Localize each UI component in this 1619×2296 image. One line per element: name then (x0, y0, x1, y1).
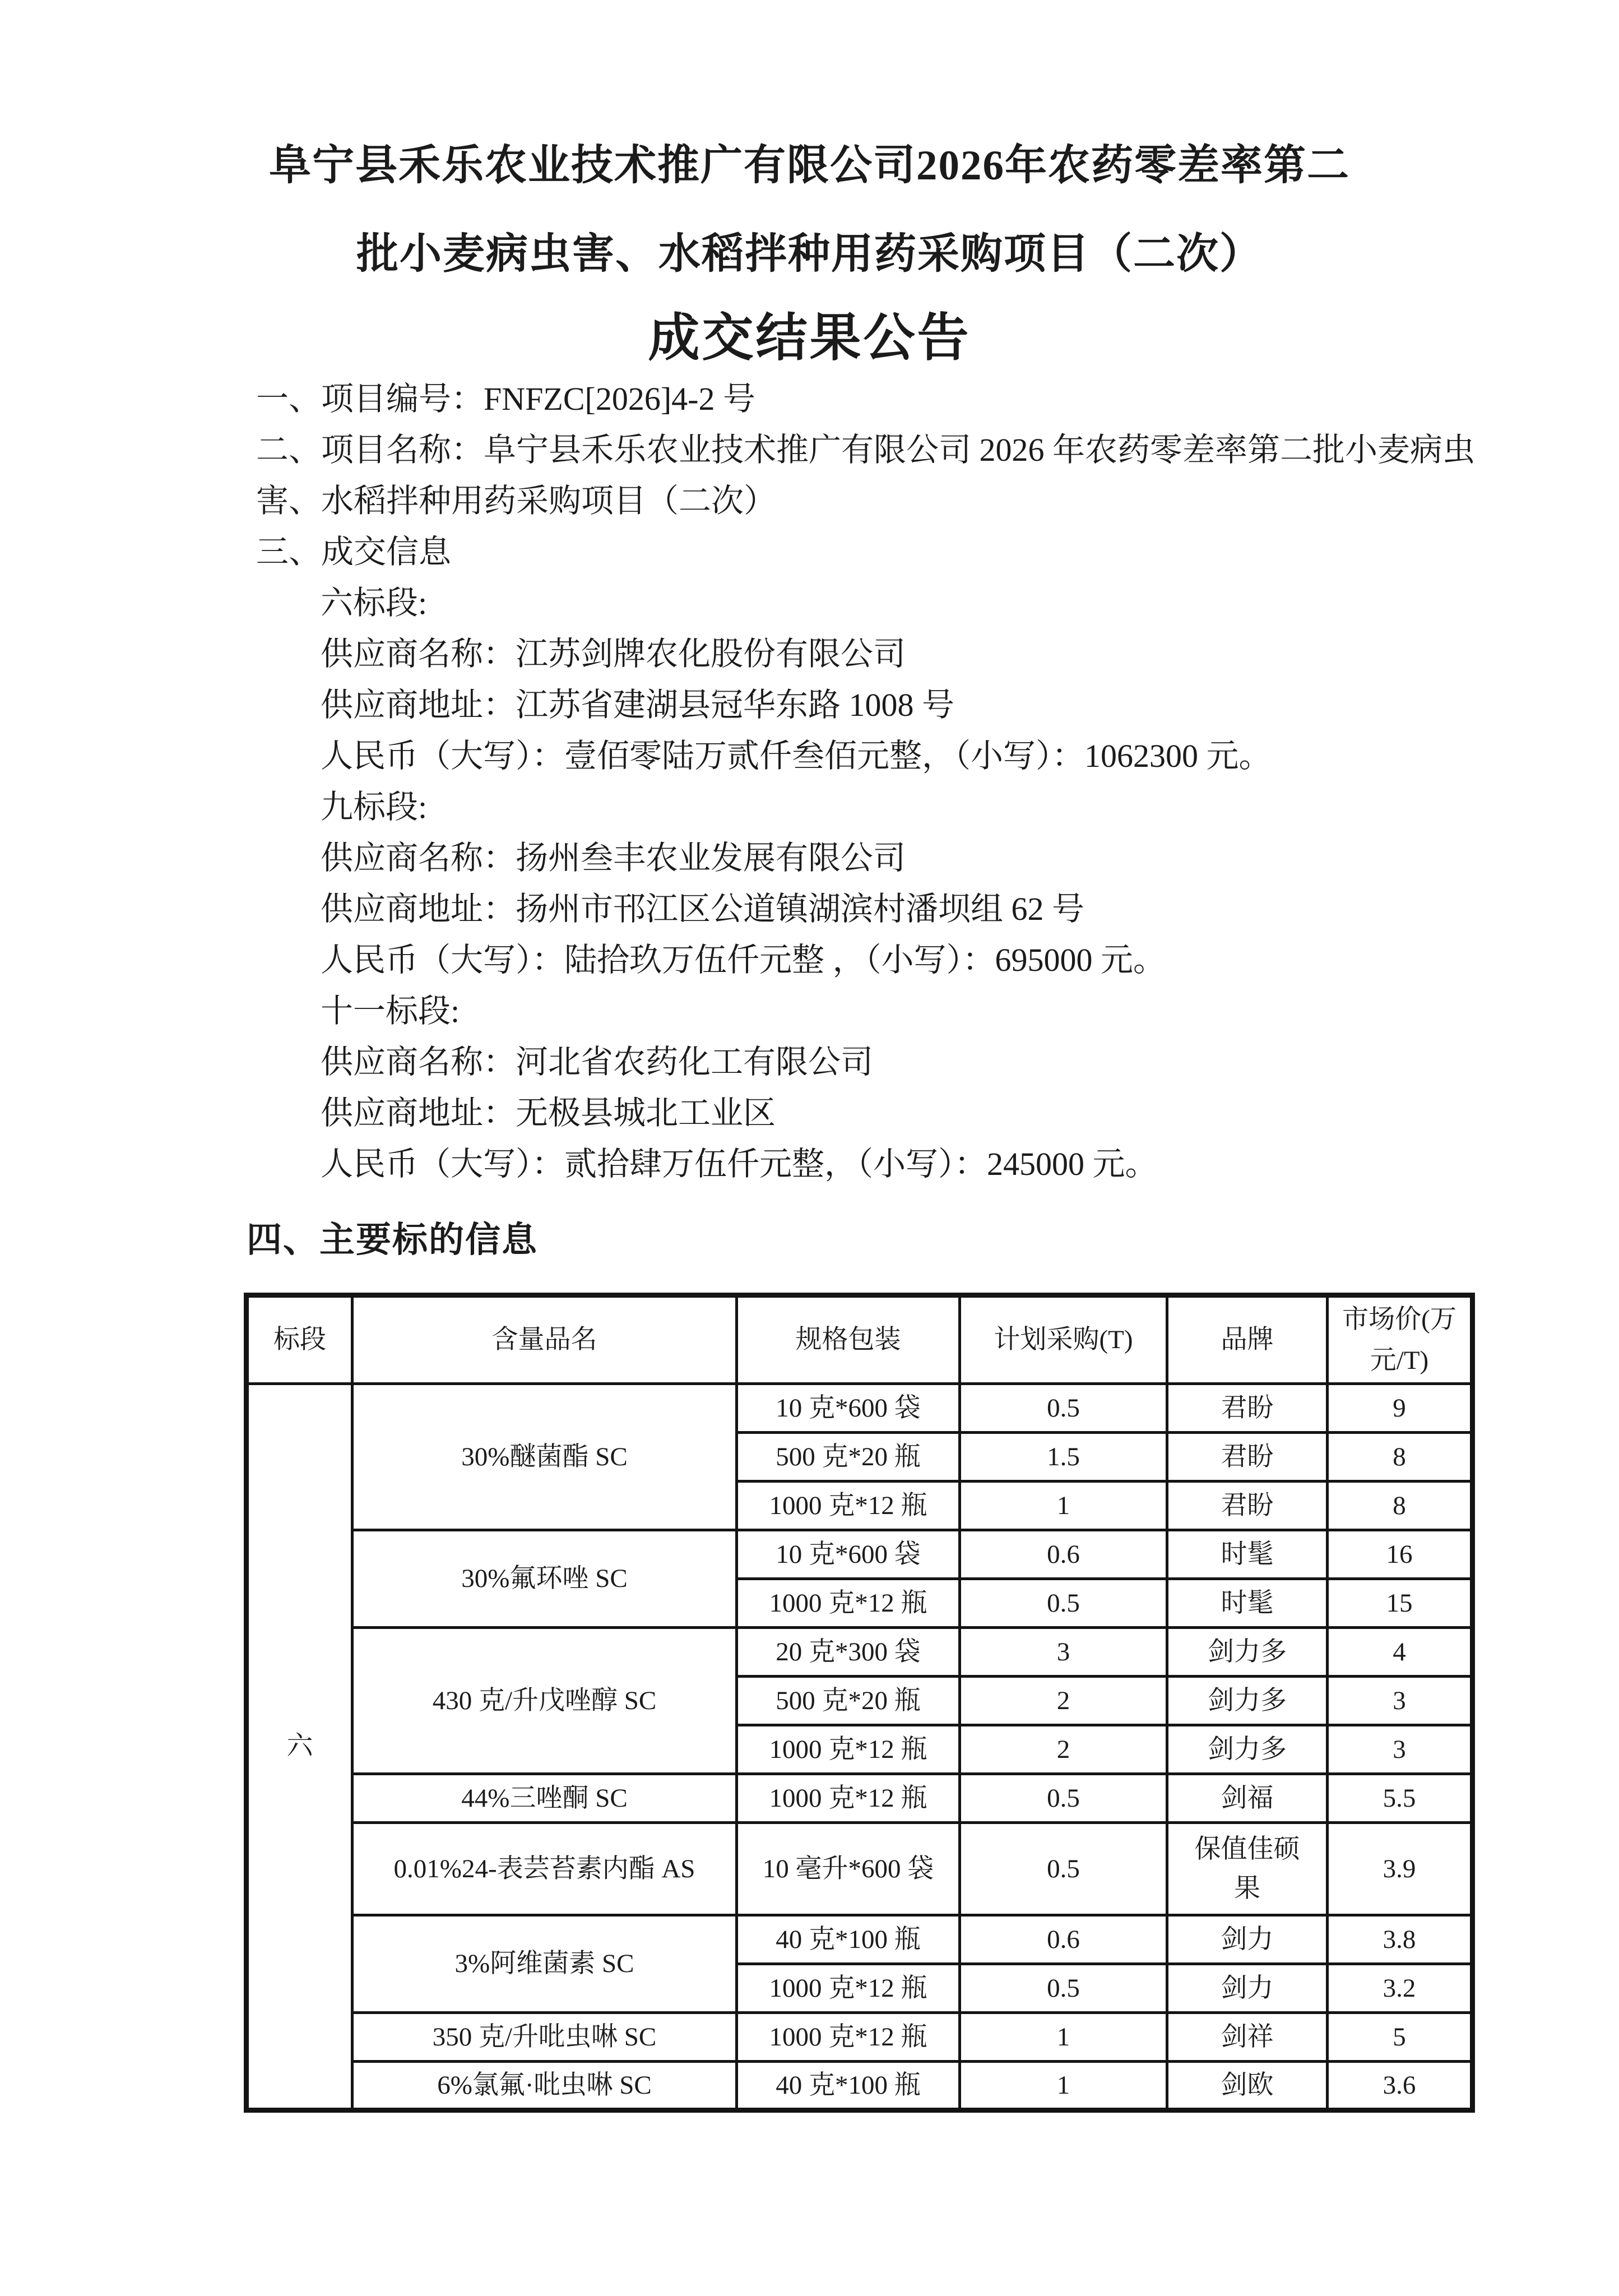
qty-cell: 1 (960, 1482, 1167, 1530)
qty-cell: 1 (960, 2062, 1167, 2110)
doc-title-line1: 阜宁县禾乐农业技术推广有限公司2026年农药零差率第二 (268, 142, 1350, 189)
line-segment11-supplier-name: 供应商名称：河北省农药化工有限公司 (321, 1044, 874, 1080)
spec-cell: 500 克*20 瓶 (737, 1677, 960, 1725)
brand-cell: 时髦 (1167, 1579, 1328, 1628)
header-market-price-text: 市场价(万元/T) (1342, 1304, 1456, 1375)
line-project-name-2: 害、水稻拌种用药采购项目（二次） (256, 483, 777, 519)
spec-cell: 20 克*300 袋 (737, 1628, 960, 1677)
qty-cell: 0.5 (960, 1774, 1167, 1823)
product-name-cell: 6%氯氟·吡虫啉 SC (352, 2062, 737, 2110)
line-segment9-label: 九标段: (321, 789, 428, 825)
table-row (247, 2013, 1473, 2062)
brand-cell: 剑力 (1167, 1964, 1328, 2013)
line-segment6-amount: 人民币（大写）：壹佰零陆万贰仟叁佰元整，（小写）：1062300 元。 (321, 738, 1272, 774)
product-name-cell: 30%醚菌酯 SC (352, 1384, 737, 1530)
qty-cell: 0.6 (960, 1915, 1167, 1964)
price-cell: 3.2 (1328, 1964, 1473, 2013)
product-name-cell: 44%三唑酮 SC (352, 1774, 737, 1823)
spec-cell: 1000 克*12 瓶 (737, 1482, 960, 1530)
spec-cell: 10 克*600 袋 (737, 1384, 960, 1433)
product-name-cell: 430 克/升戊唑醇 SC (352, 1628, 737, 1774)
spec-cell: 1000 克*12 瓶 (737, 1725, 960, 1774)
brand-cell: 剑祥 (1167, 2013, 1328, 2062)
header-segment: 标段 (247, 1295, 352, 1384)
brand-cell: 剑福 (1167, 1774, 1328, 1823)
header-market-price (1328, 1295, 1473, 1384)
table-row (247, 1530, 1473, 1579)
spec-cell: 1000 克*12 瓶 (737, 1579, 960, 1628)
line-segment9-supplier-name: 供应商名称：扬州叁丰农业发展有限公司 (321, 840, 906, 876)
qty-cell: 2 (960, 1725, 1167, 1774)
main-bid-table (244, 1293, 1475, 2113)
qty-cell: 0.5 (960, 1579, 1167, 1628)
price-cell: 3.6 (1328, 2062, 1473, 2110)
doc-title-line2: 批小麦病虫害、水稻拌种用药采购项目（二次） (356, 231, 1263, 277)
line-project-number: 一、项目编号：FNFZC[2026]4-2 号 (256, 381, 755, 417)
price-cell: 5.5 (1328, 1774, 1473, 1823)
line-project-name-1: 二、项目名称：阜宁县禾乐农业技术推广有限公司 2026 年农药零差率第二批小麦病虫 (256, 432, 1476, 468)
price-cell: 3.9 (1328, 1823, 1473, 1915)
brand-cell: 剑力多 (1167, 1725, 1328, 1774)
price-cell: 16 (1328, 1530, 1473, 1579)
qty-cell: 2 (960, 1677, 1167, 1725)
spec-cell: 500 克*20 瓶 (737, 1433, 960, 1482)
line-segment11-label: 十一标段: (321, 993, 460, 1029)
table-row (247, 1823, 1473, 1915)
brand-cell: 君盼 (1167, 1433, 1328, 1482)
product-name-cell: 3%阿维菌素 SC (352, 1915, 737, 2013)
line-segment6-supplier-name: 供应商名称：江苏剑牌农化股份有限公司 (321, 636, 906, 672)
price-cell: 3 (1328, 1725, 1473, 1774)
product-name-cell: 350 克/升吡虫啉 SC (352, 2013, 737, 2062)
brand-cell: 剑力多 (1167, 1677, 1328, 1725)
qty-cell: 0.5 (960, 1823, 1167, 1915)
table-row (247, 1774, 1473, 1823)
spec-cell: 1000 克*12 瓶 (737, 2013, 960, 2062)
brand-cell: 剑欧 (1167, 2062, 1328, 2110)
price-cell: 8 (1328, 1433, 1473, 1482)
qty-cell: 3 (960, 1628, 1167, 1677)
header-spec: 规格包装 (737, 1295, 960, 1384)
brand-cell: 时髦 (1167, 1530, 1328, 1579)
spec-cell: 1000 克*12 瓶 (737, 1774, 960, 1823)
price-cell: 15 (1328, 1579, 1473, 1628)
brand-cell: 君盼 (1167, 1482, 1328, 1530)
qty-cell: 0.5 (960, 1964, 1167, 2013)
spec-cell: 10 毫升*600 袋 (737, 1823, 960, 1915)
brand-cell: 君盼 (1167, 1384, 1328, 1433)
line-segment9-amount: 人民币（大写）：陆拾玖万伍仟元整 ，（小写）：695000 元。 (321, 942, 1166, 978)
line-segment9-supplier-address: 供应商地址：扬州市邗江区公道镇湖滨村潘坝组 62 号 (321, 891, 1085, 927)
line-segment11-amount: 人民币（大写）：贰拾肆万伍仟元整，（小写）：245000 元。 (321, 1146, 1158, 1182)
price-cell: 3.8 (1328, 1915, 1473, 1964)
table-row (247, 1384, 1473, 1433)
price-cell: 8 (1328, 1482, 1473, 1530)
brand-cell: 剑力 (1167, 1915, 1328, 1964)
qty-cell: 0.6 (960, 1530, 1167, 1579)
line-section3-heading: 三、成交信息 (256, 534, 452, 570)
segment-cell: 六 (247, 1384, 352, 2110)
body-text-block (256, 373, 1552, 1189)
brand-cell (1167, 1823, 1328, 1915)
table-row (247, 1628, 1473, 1677)
line-segment6-supplier-address: 供应商地址：江苏省建湖县冠华东路 1008 号 (321, 687, 955, 723)
header-brand: 品牌 (1167, 1295, 1328, 1384)
qty-cell: 1.5 (960, 1433, 1167, 1482)
line-segment6-label: 六标段: (321, 585, 428, 621)
table-row (247, 1915, 1473, 1964)
header-product-name: 含量品名 (352, 1295, 737, 1384)
qty-cell: 1 (960, 2013, 1167, 2062)
spec-cell: 40 克*100 瓶 (737, 1915, 960, 1964)
section4-heading: 四、主要标的信息 (247, 1220, 538, 1260)
spec-cell: 10 克*600 袋 (737, 1530, 960, 1579)
table-header-row (247, 1295, 1473, 1384)
price-cell: 9 (1328, 1384, 1473, 1433)
brand-cell: 剑力多 (1167, 1628, 1328, 1677)
header-planned-qty: 计划采购(T) (960, 1295, 1167, 1384)
price-cell: 4 (1328, 1628, 1473, 1677)
spec-cell: 1000 克*12 瓶 (737, 1964, 960, 2013)
price-cell: 3 (1328, 1677, 1473, 1725)
spec-cell: 40 克*100 瓶 (737, 2062, 960, 2110)
line-segment11-supplier-address: 供应商地址：无极县城北工业区 (321, 1095, 776, 1131)
qty-cell: 0.5 (960, 1384, 1167, 1433)
doc-subtitle: 成交结果公告 (648, 309, 971, 367)
table-row (247, 2062, 1473, 2110)
price-cell: 5 (1328, 2013, 1473, 2062)
brand-text: 保值佳硕果 (1194, 1834, 1300, 1903)
product-name-cell: 0.01%24-表芸苔素内酯 AS (352, 1823, 737, 1915)
product-name-cell: 30%氟环唑 SC (352, 1530, 737, 1628)
